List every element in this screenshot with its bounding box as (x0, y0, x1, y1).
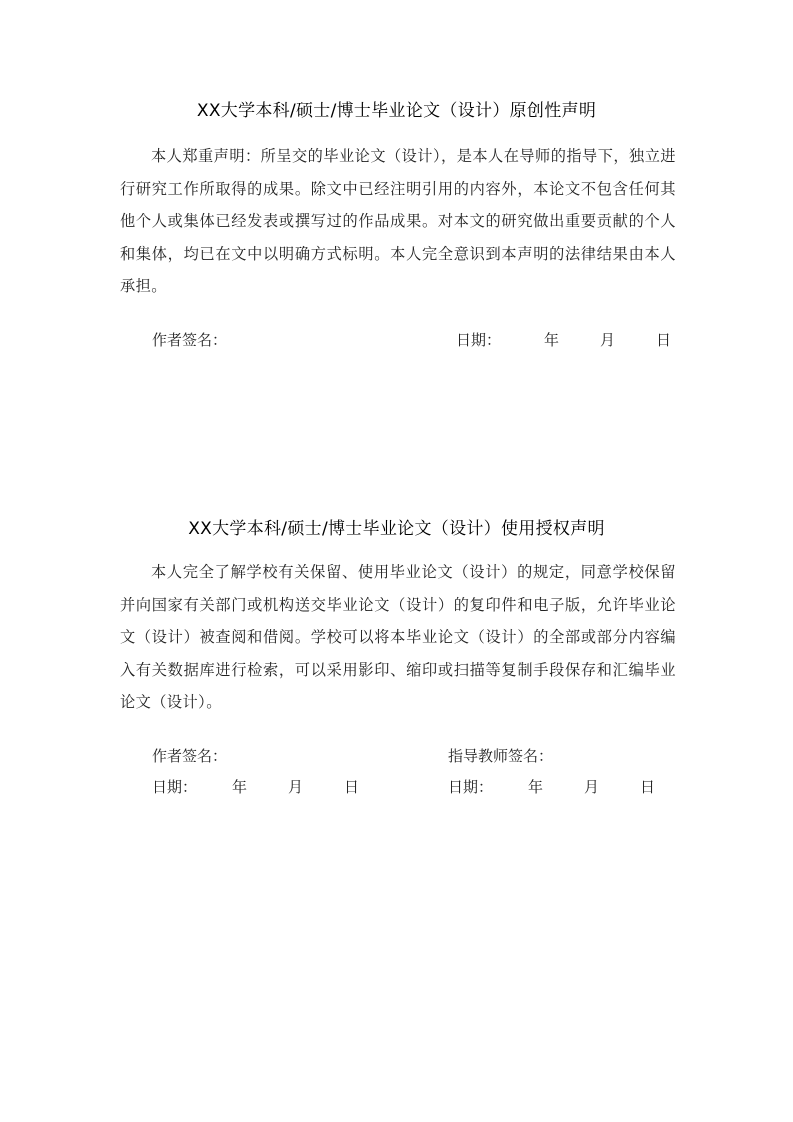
day-label: 日 (656, 331, 672, 349)
author-day-label: 日 (344, 778, 360, 796)
author-month-label: 月 (288, 778, 304, 796)
originality-declaration-title: XX大学本科/硕士/博士毕业论文（设计）原创性声明 (196, 101, 597, 121)
originality-declaration-body: 本人郑重声明：所呈交的毕业论文（设计），是本人在导师的指导下，独立进行研究工作所取得的成果。除文中已经注明引用的内容外，本论文不包含任何其他个人或集体已经发表或撰写过的作品成果。对本文的研究做出重要贡献的个人和集体，均已在文中以明确方式标明。本人完全意识到本声明的法律结果由本人承担。 (120, 147, 676, 295)
year-label: 年 (544, 331, 560, 349)
advisor-signature-label: 指导教师签名： (448, 747, 554, 765)
author-signature-label: 作者签名： (152, 747, 228, 765)
date-label: 日期： (456, 331, 502, 349)
month-label: 月 (600, 331, 616, 349)
author-date-label: 日期： (152, 778, 198, 796)
advisor-day-label: 日 (640, 778, 656, 796)
authorization-declaration-title: XX大学本科/硕士/博士毕业论文（设计）使用授权声明 (188, 519, 605, 539)
author-signature-label: 作者签名： (152, 331, 228, 349)
advisor-date-label: 日期： (448, 778, 494, 796)
authorization-declaration-body: 本人完全了解学校有关保留、使用毕业论文（设计）的规定，同意学校保留并向国家有关部门或机构送交毕业论文（设计）的复印件和电子版，允许毕业论文（设计）被查阅和借阅。学校可以将本毕业论文（设计）的全部或部分内容编入有关数据库进行检索，可以采用影印、缩印或扫描等复制手段保存和汇编毕业论文（设计）。 (120, 563, 676, 711)
advisor-year-label: 年 (528, 778, 544, 796)
advisor-month-label: 月 (584, 778, 600, 796)
author-year-label: 年 (232, 778, 248, 796)
